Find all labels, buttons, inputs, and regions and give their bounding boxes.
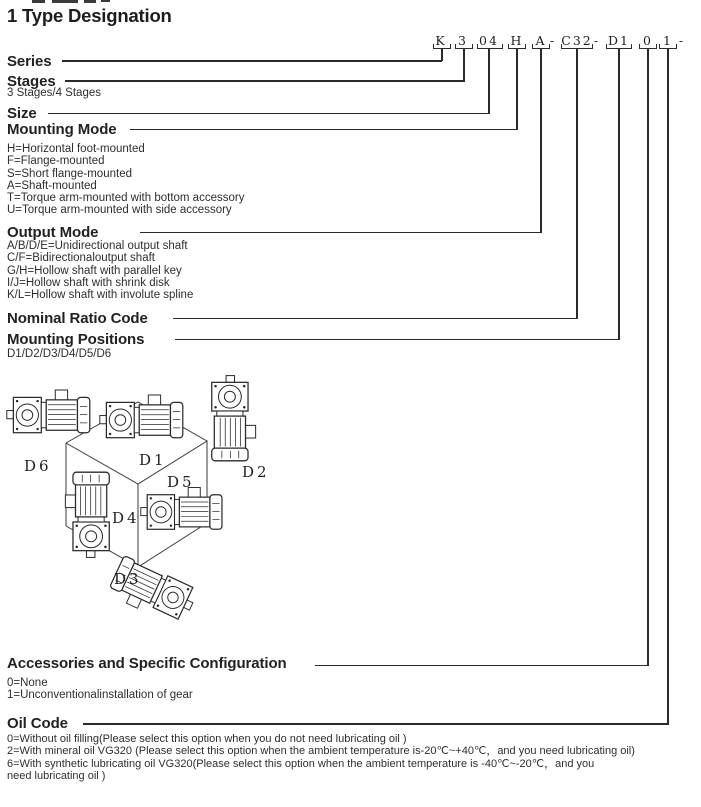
stages-leader-line	[65, 80, 465, 82]
code-drop-line-ratio	[576, 48, 578, 319]
motor-d1	[100, 395, 183, 438]
nominal-ratio-leader-line	[173, 318, 577, 320]
code-tick-04	[477, 44, 503, 49]
series-leader-line	[62, 60, 442, 62]
list-item: K/L=Hollow shaft with involute spline	[7, 289, 194, 302]
list-item: 6=With synthetic lubricating oil VG320(Please select this option when the ambient temperature is -40℃~-20℃，and you	[7, 757, 595, 770]
code-drop-line-mounting-mode	[516, 48, 518, 130]
list-item: A=Shaft-mounted	[7, 179, 97, 192]
mounting-mode-leader-line	[130, 129, 517, 131]
position-label-d6: D6	[24, 457, 52, 475]
code-part-size: 04	[479, 33, 499, 48]
code-part-oil: 1	[663, 33, 673, 48]
list-item: C/F=Bidirectionaloutput shaft	[7, 252, 155, 265]
nominal-ratio-heading: Nominal Ratio Code	[7, 310, 148, 327]
code-drop-line-stages	[463, 48, 465, 81]
mounting-positions-heading: Mounting Positions	[7, 331, 145, 348]
output-mode-heading: Output Mode	[7, 224, 99, 241]
code-part-ratio: C32	[561, 33, 593, 48]
cropped-text-remnant	[84, 0, 96, 3]
series-heading: Series	[7, 53, 52, 70]
mounting-mode-heading: Mounting Mode	[7, 121, 117, 138]
code-hyphen: -	[678, 33, 686, 48]
code-drop-line-accessories	[647, 48, 649, 666]
list-item: I/J=Hollow shaft with shrink disk	[7, 276, 170, 289]
code-part-output-mode: A	[535, 33, 547, 48]
size-heading: Size	[7, 105, 37, 122]
list-item: 0=None	[7, 677, 48, 689]
code-part-stages: 3	[458, 33, 468, 48]
cropped-text-remnant	[32, 0, 45, 3]
cropped-text-remnant	[101, 0, 110, 2]
motor-d6	[7, 390, 90, 433]
list-item: 2=With mineral oil VG320 (Please select this option when the ambient temperature is-20℃~+40℃，and you need lubricating oil)	[7, 745, 635, 758]
mounting-positions-diagram	[0, 360, 300, 640]
page-title: 1 Type Designation	[7, 5, 172, 26]
mounting-positions-leader-line	[175, 339, 619, 341]
motor-d2	[212, 376, 256, 461]
list-item: U=Torque arm-mounted with side accessory	[7, 204, 232, 217]
accessories-heading: Accessories and Specific Configuration	[7, 655, 287, 672]
code-drop-line-size	[488, 48, 490, 114]
mounting-positions-note: D1/D2/D3/D4/D5/D6	[7, 348, 112, 360]
size-leader-line	[48, 113, 489, 115]
position-label-d2: D2	[242, 463, 270, 481]
code-drop-line-position	[618, 48, 620, 340]
list-item: S=Short flange-mounted	[7, 167, 132, 180]
list-item: 0=Without oil filling(Please select this option when you do not need lubricating oil )	[7, 733, 407, 745]
output-mode-list	[7, 240, 193, 301]
code-part-mounting-mode: H	[510, 33, 524, 48]
code-part-accessories: 0	[643, 33, 653, 48]
code-hyphen: -	[593, 33, 601, 48]
motor-d5	[141, 488, 222, 530]
list-item: F=Flange-mounted	[7, 155, 105, 168]
code-drop-line-oil	[667, 48, 669, 725]
oil-code-heading: Oil Code	[7, 715, 68, 732]
list-item: need lubricating oil )	[7, 770, 106, 783]
output-mode-leader-line	[140, 232, 541, 234]
list-item: 1=Unconventionalinstallation of gear	[7, 689, 193, 702]
motor-d3	[107, 556, 199, 629]
motor-d4	[65, 472, 109, 557]
code-part-position: D1	[608, 33, 630, 48]
position-label-d5: D5	[167, 473, 195, 491]
code-part-series: K	[435, 33, 447, 48]
accessories-list	[7, 677, 193, 702]
stages-heading: Stages	[7, 73, 56, 90]
cropped-text-remnant	[52, 0, 78, 3]
position-label-d4: D4	[112, 509, 140, 527]
accessories-leader-line	[315, 665, 648, 667]
list-item: G/H=Hollow shaft with parallel key	[7, 264, 182, 277]
position-label-d3: D3	[114, 570, 142, 588]
list-item: T=Torque arm-mounted with bottom accessory	[7, 192, 245, 205]
list-item: H=Horizontal foot-mounted	[7, 143, 145, 155]
oil-code-leader-line	[83, 723, 668, 725]
code-drop-line-output-mode	[540, 48, 542, 233]
position-label-d1: D1	[139, 451, 167, 469]
list-item: A/B/D/E=Unidirectional output shaft	[7, 240, 188, 252]
stages-note: 3 Stages/4 Stages	[7, 87, 101, 99]
oil-code-list	[7, 733, 635, 783]
code-hyphen: -	[549, 33, 557, 48]
mounting-mode-list	[7, 143, 244, 217]
